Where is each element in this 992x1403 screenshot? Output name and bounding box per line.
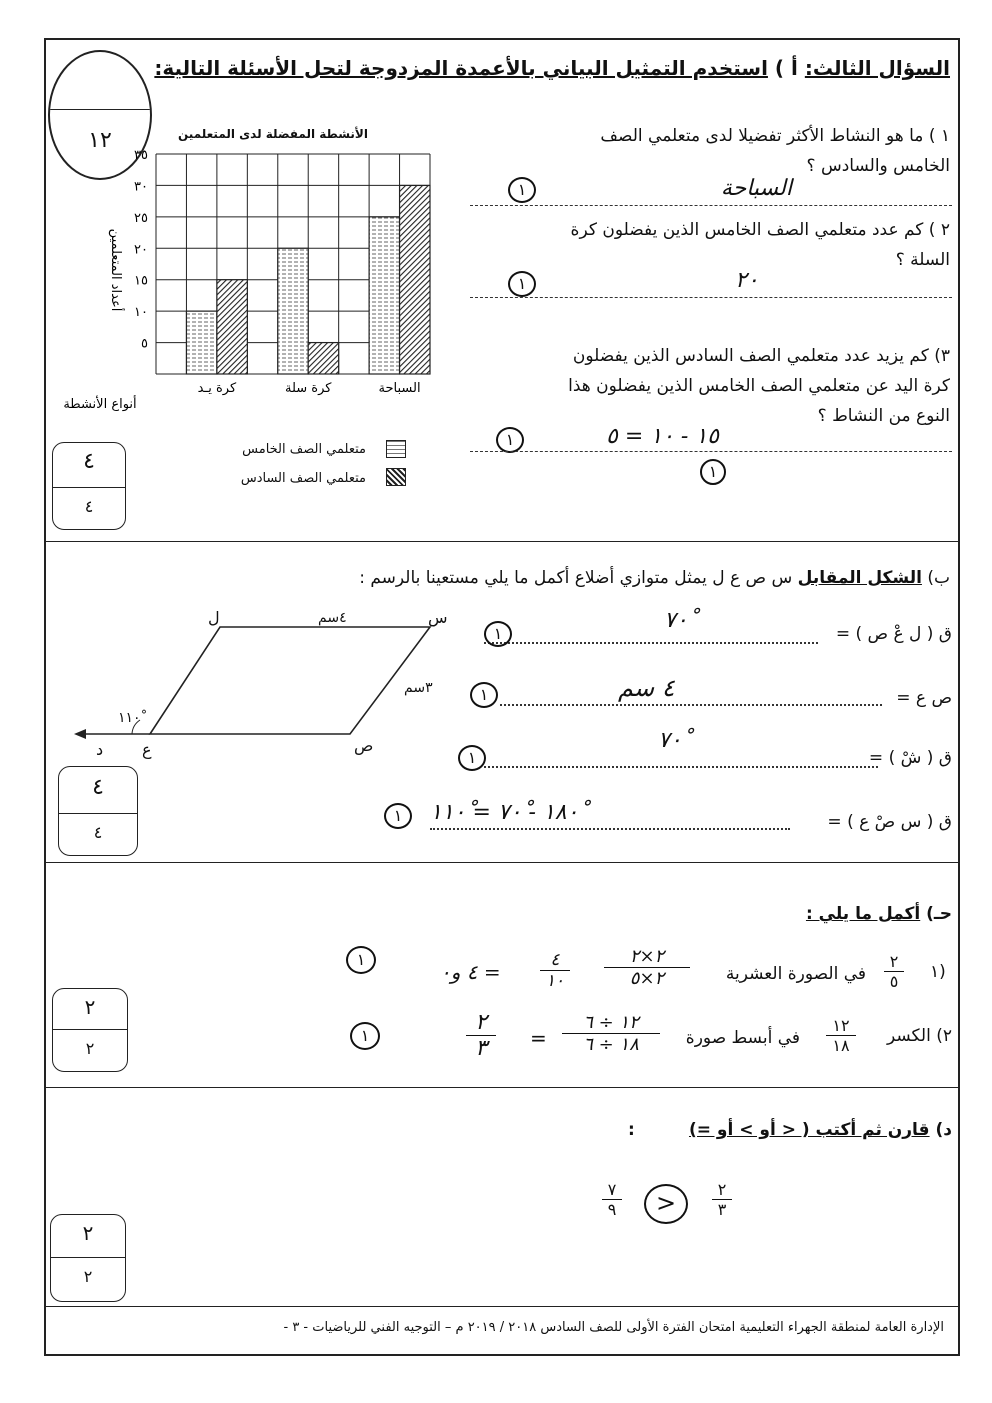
equals-sign: =	[530, 1026, 547, 1050]
d-right-fraction	[712, 1180, 732, 1219]
work-den: ٢×٥	[629, 968, 665, 989]
q2-line1: ٢ ) كم عدد متعلمي الصف الخامس الذين يفضلون كرة	[570, 220, 950, 240]
c-q1-prefix: ١)	[930, 962, 946, 982]
side-right-length: ٣سم	[404, 680, 433, 696]
y-tick-label: ١٥	[134, 273, 148, 289]
mark-circle: ١	[496, 427, 524, 453]
part-d-header	[689, 1120, 952, 1140]
bar-sixth	[217, 280, 247, 374]
score-bottom: ٢	[85, 1039, 95, 1058]
comparison-answer: >	[644, 1184, 688, 1224]
x-tick-label: كرة يـد	[197, 381, 237, 396]
part-d-colon: :	[628, 1120, 635, 1140]
c-q2-prefix: ٢) الكسر	[886, 1026, 952, 1046]
vertex-s: س	[428, 608, 448, 627]
c-q1-fraction	[884, 952, 904, 991]
work-num: ١٢ ÷ ٦	[583, 1012, 639, 1033]
part-b-heading: الشكل المقابل	[797, 568, 922, 588]
mark-circle: ١	[484, 621, 512, 647]
answer-dotted-line	[500, 704, 882, 706]
b-q3: ق ( شْ ) =	[868, 748, 952, 768]
q2-line2: السلة ؟	[895, 250, 950, 270]
chart-title: الأنشطة المفضلة لدى المتعلمين	[178, 127, 368, 141]
part-d-label: د)	[935, 1120, 952, 1140]
frac-num: ٢	[717, 1180, 727, 1199]
y-axis-label: أعداد المتعلمين	[108, 228, 123, 312]
bar-fifth	[278, 248, 308, 374]
score-top: ٤	[83, 449, 95, 474]
b-q2: ص ع =	[896, 688, 952, 708]
frac-num: ١٢	[832, 1016, 850, 1035]
answer-dotted-line	[430, 828, 790, 830]
vertex-d: د	[96, 740, 104, 759]
question-title: السؤال الثالث:	[804, 56, 950, 80]
bar-sixth	[400, 185, 430, 374]
part-a-label: أ )	[774, 56, 798, 80]
y-tick-label: ٥	[141, 336, 148, 352]
q3-answer: ١٥ - ١٠ = ٥	[606, 424, 719, 449]
q1-line2: الخامس والسادس ؟	[806, 156, 950, 176]
res-den: ١٠	[545, 971, 565, 991]
score-box-part-c	[52, 988, 128, 1072]
part-d-heading: قارن ثم أكتب ( < أو > أو =)	[688, 1120, 930, 1140]
answer-line	[470, 297, 952, 298]
y-tick-label: ١٠	[134, 305, 148, 321]
mark-circle: ١	[508, 177, 536, 203]
section-divider	[44, 1087, 960, 1088]
bar-sixth	[308, 343, 338, 374]
c-q1-text: في الصورة العشرية	[725, 964, 866, 984]
answer-dotted-line	[484, 642, 818, 644]
score-top: ٢	[84, 995, 96, 1019]
res-num: ٤	[550, 950, 560, 970]
x-tick-label: كرة سلة	[284, 381, 332, 396]
c-q1-answer: = ٤ و٠	[440, 960, 501, 984]
mark-circle: ١	[700, 459, 726, 485]
total-score: ١٢	[88, 128, 112, 153]
frac-num: ٢	[889, 952, 899, 971]
score-box-part-d	[50, 1214, 126, 1302]
answer-line	[470, 451, 952, 452]
q3-line2: كرة اليد عن متعلمي الصف الخامس الذين يفضلون هذا	[568, 376, 950, 396]
score-top: ٤	[92, 775, 104, 800]
b-q4: ق ( س صْ ع ) =	[827, 812, 952, 832]
c-q2-fraction	[826, 1016, 856, 1055]
mark-circle: ١	[346, 946, 376, 974]
answer-line	[470, 205, 952, 206]
part-c-heading: أكمل ما يلي :	[805, 904, 921, 924]
mark-circle: ١	[458, 745, 486, 771]
work-den: ١٨ ÷ ٦	[583, 1034, 639, 1055]
question-header	[154, 56, 950, 80]
q3-line3: النوع من النشاط ؟	[817, 406, 950, 426]
answer-dotted-line	[484, 766, 878, 768]
y-tick-label: ٣٠	[134, 179, 148, 195]
y-tick-label: ٢٠	[134, 242, 148, 258]
frac-den: ٥	[889, 972, 899, 991]
c-q2-text: في أبسط صورة	[685, 1028, 800, 1048]
score-bottom: ٤	[84, 497, 94, 516]
parallelogram-figure	[60, 600, 460, 770]
mark-circle: ١	[350, 1022, 380, 1050]
c-q1-work	[604, 946, 690, 989]
bar-fifth	[369, 217, 399, 374]
work-num: ٢×٢	[629, 946, 665, 967]
score-top: ٢	[82, 1221, 94, 1245]
side-top-length: ٤سم	[318, 610, 347, 626]
y-tick-label: ٣٥	[134, 148, 148, 163]
legend-label-sixth: متعلمي الصف السادس	[240, 471, 366, 486]
footer-text: الإدارة العامة لمنطقة الجهراء التعليمية امتحان الفترة الأولى للصف السادس ٢٠١٨ / ٢٠١٩ م – التوجيه الفني للرياضيات - ٣ -	[283, 1320, 944, 1335]
part-b-intro	[359, 568, 950, 588]
q2-answer: ٢٠	[735, 268, 759, 293]
section-divider	[44, 541, 960, 542]
arrow-head	[74, 729, 86, 739]
double-bar-chart	[60, 140, 440, 440]
part-c-header	[806, 904, 952, 924]
score-box-part-b	[58, 766, 138, 856]
q3-line1: ٣) كم يزيد عدد متعلمي الصف السادس الذين يفضلون	[572, 346, 950, 366]
b-q1: ق ( ل عْ ص ) =	[835, 624, 952, 644]
b-a2: ٤ سم	[618, 674, 675, 702]
frac-den: ٣	[717, 1200, 727, 1219]
frac-den: ٩	[607, 1200, 617, 1219]
res-num: ٢	[475, 1010, 487, 1035]
score-box-part-a	[52, 442, 126, 530]
vertex-l: ل	[208, 608, 220, 627]
part-a-instruction: استخدم التمثيل البياني بالأعمدة المزدوجة لتحل الأسئلة التالية:	[154, 56, 768, 80]
y-tick-label: ٢٥	[134, 210, 148, 226]
c-q2-work	[562, 1012, 660, 1055]
c-q1-result	[540, 950, 570, 991]
part-c-label: حـ)	[926, 904, 952, 924]
mark-circle: ١	[508, 271, 536, 297]
parallelogram-shape	[150, 627, 430, 734]
section-divider	[44, 1306, 960, 1307]
bar-fifth	[186, 311, 216, 374]
q1-line1: ١ ) ما هو النشاط الأكثر تفضيلا لدى متعلمي الصف	[600, 126, 950, 146]
part-b-label: ب)	[927, 568, 950, 588]
d-left-fraction	[602, 1180, 622, 1219]
legend-label-fifth: متعلمي الصف الخامس	[242, 442, 366, 457]
c-q2-result	[466, 1010, 496, 1061]
part-b-text: س ص ع ل يمثل متوازي أضلاع أكمل ما يلي مستعينا بالرسم :	[359, 568, 793, 588]
legend-swatch-fifth	[386, 440, 406, 458]
res-den: ٣	[475, 1036, 487, 1061]
exterior-angle: ١١٠ْ	[118, 710, 141, 726]
b-a1: ٧٠ْ	[664, 608, 688, 633]
score-bottom: ٤	[93, 823, 103, 842]
mark-circle: ١	[384, 803, 412, 829]
frac-num: ٧	[607, 1180, 617, 1199]
x-tick-label: السباحة	[378, 381, 421, 396]
b-a3: ٧٠ْ	[658, 728, 682, 753]
vertex-sad: ص	[354, 736, 374, 755]
q1-answer: السباحة	[720, 176, 792, 201]
score-bottom: ٢	[83, 1267, 93, 1286]
legend-swatch-sixth	[386, 468, 406, 486]
frac-den: ١٨	[832, 1036, 850, 1055]
x-axis-label: أنواع الأنشطة	[63, 397, 137, 412]
mark-circle: ١	[470, 682, 498, 708]
vertex-ain: ع	[142, 740, 152, 759]
b-a4: ١٨٠ْ - ٧٠ْ = ١١٠ْ	[430, 800, 579, 825]
section-divider	[44, 862, 960, 863]
